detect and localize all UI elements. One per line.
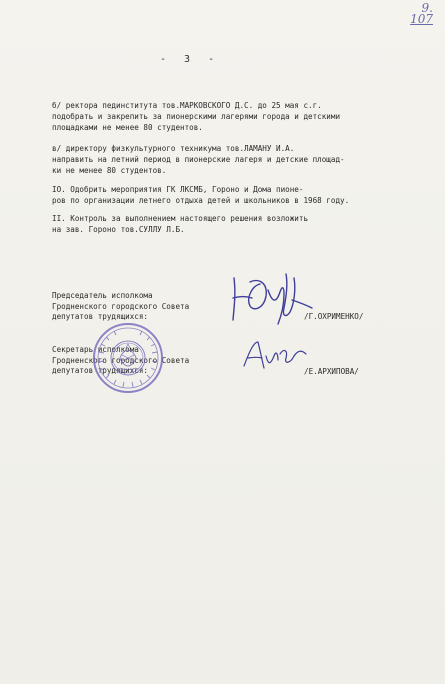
archive-sheet-top: 9. xyxy=(421,1,433,15)
paragraph-11: II. Контроль за выполнением настоящего решения возложить на зав. Гороно тов.СУЛЛУ Л.Б. xyxy=(52,214,309,234)
paragraph-10: IO. Одобрить мероприятия ГК ЛКСМБ, Гороно и Дома пионе- ров по организации летнего отдыха детей и школьников в 1968 году. xyxy=(52,185,350,205)
chairman-signature-label: Председатель исполкома Гродненского городского Совета депутатов трудящихся: xyxy=(52,291,190,321)
secretary-signature-label: Секретарь исполкома Гродненского городского Совета депутатов трудящихся: xyxy=(52,345,190,375)
official-seal-icon xyxy=(92,322,164,394)
archive-sheet-number xyxy=(410,3,433,25)
chairman-name: /Г.ОХРИМЕНКО/ xyxy=(304,312,364,321)
secretary-signature-icon xyxy=(240,336,310,376)
archive-folio: 107 xyxy=(410,12,433,26)
page-number: - 3 - xyxy=(160,54,221,65)
chairman-signature-icon xyxy=(228,268,318,334)
secretary-name: /Е.АРХИПОВА/ xyxy=(304,367,359,376)
paragraph-b: б/ ректора пединститута тов.МАРКОВСКОГО Д.С. до 25 мая с.г. подобрать и закрепить за пионерскими лагерями города и детскими площадками не менее 80 студентов. xyxy=(52,101,341,132)
paragraph-v: в/ директору физкультурного техникума тов.ЛАМАНУ И.А. направить на летний период в пионерские лагеря и детские площад- ки не менее 80 студентов. xyxy=(52,144,345,175)
